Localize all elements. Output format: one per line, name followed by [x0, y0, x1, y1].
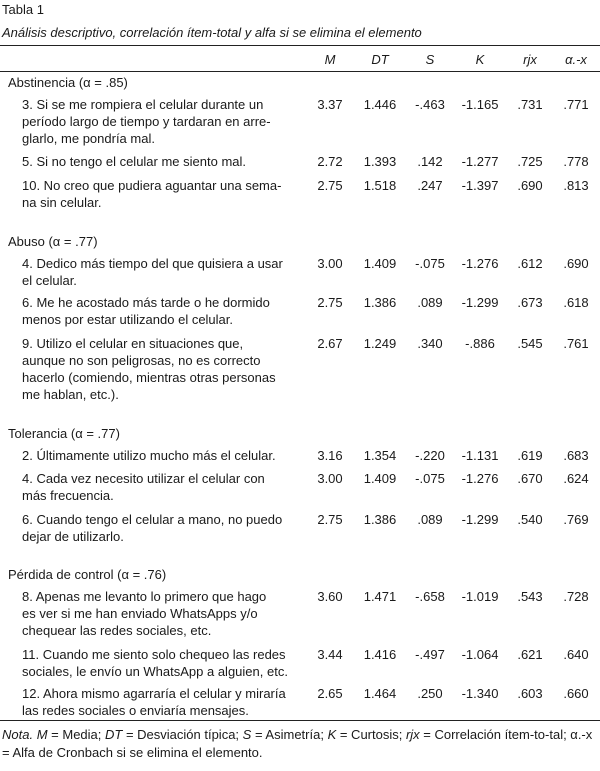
sd-cell: 1.471 — [363, 589, 397, 604]
group-title: Tolerancia (α = .77) — [8, 426, 120, 441]
sd-cell: 1.416 — [363, 647, 397, 662]
item-text — [22, 685, 307, 719]
kurtosis-cell: -1.397 — [461, 178, 499, 193]
item-text-line: 3. Si se me rompiera el celular durante un — [22, 97, 264, 112]
item-text-line: 8. Apenas me levanto lo primero que hago — [22, 589, 267, 604]
col-k-header: K — [475, 52, 485, 67]
note-part: rjx — [405, 727, 420, 742]
note-part: = Media; — [47, 727, 105, 742]
sd-cell: 1.464 — [363, 686, 397, 701]
item-text-line: hacerlo (comiendo, mientras otras personas — [22, 370, 276, 385]
skewness-cell: .089 — [417, 512, 443, 527]
note-part: DT — [105, 727, 123, 742]
skewness-cell: -.463 — [415, 97, 445, 112]
table-caption: Análisis descriptivo, correlación ítem-total y alfa si se elimina el elemento — [2, 25, 422, 40]
table-label: Tabla 1 — [2, 2, 44, 17]
mean-cell: 2.75 — [317, 295, 343, 310]
rjx-cell: .690 — [517, 178, 543, 193]
rjx-cell: .673 — [517, 295, 543, 310]
kurtosis-cell: -1.019 — [461, 589, 499, 604]
item-text-line: período largo de tiempo y tardaran en arre- — [22, 114, 271, 129]
kurtosis-cell: -1.165 — [461, 97, 499, 112]
note-part: M — [36, 727, 48, 742]
rjx-cell: .621 — [517, 647, 543, 662]
bottom-rule — [0, 720, 600, 721]
item-text-line: 9. Utilizo el celular en situaciones que, — [22, 336, 244, 351]
item-text — [22, 335, 307, 403]
item-text-line: 11. Cuando me siento solo chequeo las redes — [22, 647, 286, 662]
item-text-line: 12. Ahora mismo agarraría el celular y miraría — [22, 686, 286, 701]
skewness-cell: .340 — [417, 336, 443, 351]
item-text-line: 5. Si no tengo el celular me siento mal. — [22, 154, 247, 169]
table-note — [2, 726, 598, 762]
skewness-cell: -.075 — [415, 471, 445, 486]
group-title: Abuso (α = .77) — [8, 234, 98, 249]
item-text — [22, 153, 307, 170]
item-text — [22, 96, 307, 147]
note-part: = Desviación típica; — [122, 727, 243, 742]
skewness-cell: -.220 — [415, 448, 445, 463]
item-text-line: las redes sociales o enviaría mensajes. — [22, 703, 249, 718]
kurtosis-cell: -1.277 — [461, 154, 499, 169]
col-rjx-header: rjx — [523, 52, 537, 67]
kurtosis-cell: -1.340 — [461, 686, 499, 701]
rjx-cell: .545 — [517, 336, 543, 351]
item-text — [22, 447, 307, 464]
rjx-cell: .543 — [517, 589, 543, 604]
alpha-cell: .813 — [563, 178, 589, 193]
alpha-cell: .778 — [563, 154, 589, 169]
sd-cell: 1.393 — [363, 154, 397, 169]
kurtosis-cell: -.886 — [465, 336, 495, 351]
header-rule — [0, 71, 600, 72]
item-text-line: 4. Cada vez necesito utilizar el celular con — [22, 471, 265, 486]
note-part: = Correlación ítem-to-tal; α.-x = Alfa de Cronbach si se elimina el elemento. — [2, 727, 593, 760]
item-text — [22, 255, 307, 289]
mean-cell: 3.37 — [317, 97, 343, 112]
alpha-cell: .728 — [563, 589, 589, 604]
mean-cell: 3.00 — [317, 471, 343, 486]
item-text-line: dejar de utilizarlo. — [22, 529, 124, 544]
mean-cell: 2.67 — [317, 336, 343, 351]
item-text-line: más frecuencia. — [22, 488, 114, 503]
sd-cell: 1.409 — [363, 471, 397, 486]
skewness-cell: -.497 — [415, 647, 445, 662]
mean-cell: 3.44 — [317, 647, 343, 662]
mean-cell: 2.75 — [317, 178, 343, 193]
mean-cell: 3.16 — [317, 448, 343, 463]
item-text-line: glarlo, me pondría mal. — [22, 131, 155, 146]
col-dt-header: DT — [371, 52, 389, 67]
item-text-line: el celular. — [22, 273, 77, 288]
group-title: Abstinencia (α = .85) — [8, 75, 128, 90]
sd-cell: 1.249 — [363, 336, 397, 351]
item-text — [22, 646, 307, 680]
item-text — [22, 177, 307, 211]
rjx-cell: .670 — [517, 471, 543, 486]
col-m-header: M — [324, 52, 336, 67]
skewness-cell: .247 — [417, 178, 443, 193]
alpha-cell: .624 — [563, 471, 589, 486]
item-text-line: 2. Últimamente utilizo mucho más el celular. — [22, 448, 276, 463]
alpha-cell: .640 — [563, 647, 589, 662]
sd-cell: 1.409 — [363, 256, 397, 271]
mean-cell: 2.72 — [317, 154, 343, 169]
item-text-line: menos por estar utilizando el celular. — [22, 312, 234, 327]
item-text-line: aunque no son peligrosas, no es correcto — [22, 353, 261, 368]
item-text-line: 10. No creo que pudiera aguantar una sema- — [22, 178, 282, 193]
kurtosis-cell: -1.276 — [461, 256, 499, 271]
mean-cell: 3.00 — [317, 256, 343, 271]
sd-cell: 1.446 — [363, 97, 397, 112]
skewness-cell: -.658 — [415, 589, 445, 604]
col-alpha-header: α.-x — [565, 52, 587, 67]
item-text — [22, 294, 307, 328]
kurtosis-cell: -1.131 — [461, 448, 499, 463]
item-text-line: 6. Me he acostado más tarde o he dormido — [22, 295, 270, 310]
kurtosis-cell: -1.299 — [461, 512, 499, 527]
alpha-cell: .771 — [563, 97, 589, 112]
alpha-cell: .761 — [563, 336, 589, 351]
note-part: S — [242, 727, 252, 742]
rjx-cell: .540 — [517, 512, 543, 527]
skewness-cell: .142 — [417, 154, 443, 169]
item-text-line: 6. Cuando tengo el celular a mano, no puedo — [22, 512, 283, 527]
note-part: = Curtosis; — [336, 727, 406, 742]
skewness-cell: .250 — [417, 686, 443, 701]
kurtosis-cell: -1.276 — [461, 471, 499, 486]
item-text-line: es ver si me han enviado WhatsApps y/o — [22, 606, 258, 621]
sd-cell: 1.386 — [363, 512, 397, 527]
kurtosis-cell: -1.064 — [461, 647, 499, 662]
rjx-cell: .619 — [517, 448, 543, 463]
sd-cell: 1.354 — [363, 448, 397, 463]
mean-cell: 2.75 — [317, 512, 343, 527]
item-text-line: chequear las redes sociales, etc. — [22, 623, 212, 638]
note-part: Nota. — [2, 727, 34, 742]
mean-cell: 3.60 — [317, 589, 343, 604]
item-text — [22, 511, 307, 545]
alpha-cell: .683 — [563, 448, 589, 463]
item-text-line: na sin celular. — [22, 195, 102, 210]
item-text — [22, 470, 307, 504]
rjx-cell: .731 — [517, 97, 543, 112]
item-text-line: 4. Dedico más tiempo del que quisiera a usar — [22, 256, 283, 271]
item-text — [22, 588, 307, 639]
sd-cell: 1.518 — [363, 178, 397, 193]
rjx-cell: .603 — [517, 686, 543, 701]
note-part: = Asimetría; — [251, 727, 328, 742]
alpha-cell: .769 — [563, 512, 589, 527]
note-part: K — [327, 727, 337, 742]
alpha-cell: .618 — [563, 295, 589, 310]
sd-cell: 1.386 — [363, 295, 397, 310]
skewness-cell: .089 — [417, 295, 443, 310]
group-title: Pérdida de control (α = .76) — [8, 567, 167, 582]
rjx-cell: .612 — [517, 256, 543, 271]
col-s-header: S — [425, 52, 435, 67]
skewness-cell: -.075 — [415, 256, 445, 271]
item-text-line: sociales, le envío un WhatsApp a alguien, etc. — [22, 664, 288, 679]
item-text-line: me hablan, etc.). — [22, 387, 119, 402]
top-rule — [0, 45, 600, 46]
alpha-cell: .690 — [563, 256, 589, 271]
mean-cell: 2.65 — [317, 686, 343, 701]
alpha-cell: .660 — [563, 686, 589, 701]
rjx-cell: .725 — [517, 154, 543, 169]
kurtosis-cell: -1.299 — [461, 295, 499, 310]
